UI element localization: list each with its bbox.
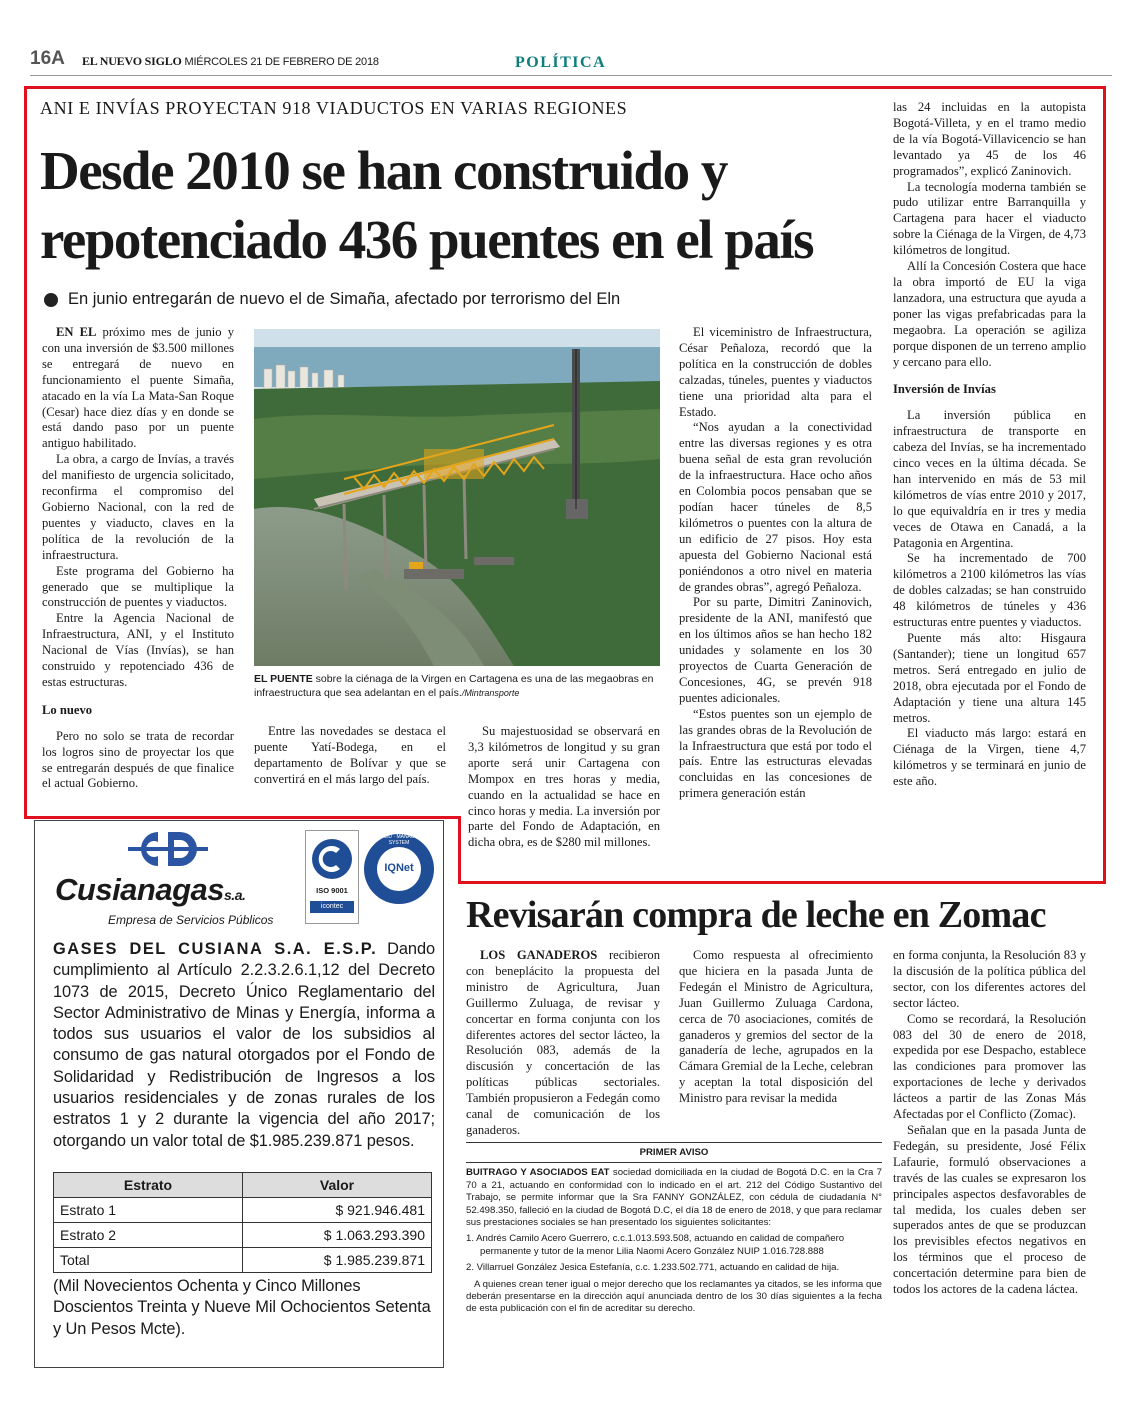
table-header: Estrato [54, 1173, 243, 1198]
paragraph: “Estos puentes son un ejemplo de las grandes obras de la Revolución de la Infraestructura que está por todo el país. Entre las estructuras elevadas concluidas en las concesiones de primera generación están [679, 706, 872, 801]
ad-company: GASES DEL CUSIANA S.A. E.S.P. [53, 940, 378, 958]
photo-caption [254, 672, 664, 700]
cert-ring-text: CERTIFIED · MANAGEMENT SYSTEM [365, 834, 433, 846]
table-cell: $ 1.985.239.871 [243, 1248, 432, 1273]
ad-footer: (Mil Novecientos Ochenta y Cinco Millones Doscientos Treinta y Nueve Mil Ochocientos Setenta y Un Pesos Mcte). [53, 1277, 431, 1338]
headline-line-2: repotenciado 436 puentes en el país [40, 209, 814, 270]
paragraph: recibieron con beneplácito la propuesta del ministro de Agricultura, Juan Guillermo Zuluaga, de revisar y concertar en forma conjunta con los diferentes actores del sector lácteo, la Resolución 083, además de la discusión y concertación de las políticas públicas sectoriales. También propusieron a Fedegán como canal de comunicación de los ganaderos. [466, 948, 660, 1137]
notice-body: sociedad domiciliada en la ciudad de Bogotá D.C. en la Cra 7 70 a 21, actuando en conformidad con lo indicado en el art. 212 del Código Sustantivo del Trabajo, se permite informar que la Sra FANNY GONZÁLEZ, con cédula de ciudadanía N° 52.498.350, falleció en la ciudad de Bogotá D.C, el día 18 de enero de 2018, y que para reclamar sus prestaciones sociales se han presentado los siguientes solicitantes: [466, 1167, 882, 1229]
table-cell: $ 921.946.481 [243, 1198, 432, 1223]
lead-in: LOS GANADEROS [480, 948, 598, 962]
subhead-lo-nuevo: Lo nuevo [42, 702, 93, 717]
subtitle [44, 290, 620, 309]
cusianagas-logo-icon [128, 828, 208, 875]
paragraph: Como se recordará, la Resolución 083 del 30 de enero de 2018, expedida por ese Despacho, establece las condiciones para promover las exportaciones de leche y derivados lácteos a partir de las Zonas Más Afectadas por el Conflicto (Zomac). [893, 1011, 1086, 1122]
ad-tagline: Empresa de Servicios Públicos [108, 913, 274, 927]
notice-lead: BUITRAGO Y ASOCIADOS EAT [466, 1167, 610, 1179]
paragraph: Señalan que en la pasada Junta de Fedegán, su presidente, José Félix Lafaurie, formuló observaciones a través de las cuales se expresaron los principales aspectos desfavorables de tal medida, los cuales deben ser superados antes de que se produzcan los previsibles efectos negativos en los términos que el proceso de concertación determine para bien de todos los actores de la cadena láctea. [893, 1122, 1086, 1297]
paragraph: las 24 incluidas en la autopista Bogotá-Villeta, y en el tramo medio de la vía Bogotá-Villavicencio se han levantado ya 45 de los 46 programados”, explicó Zaninovich. [893, 100, 1086, 178]
article2-column-1 [466, 948, 660, 1139]
article-kicker: ANI E INVÍAS PROYECTAN 918 VIADUCTOS EN VARIAS REGIONES [40, 98, 628, 118]
table-cell: Estrato 1 [54, 1198, 243, 1223]
paragraph: El viceministro de Infraestructura, César Peñaloza, recordó que la política en la construcción de dobles calzadas, túneles, puentes y viaductos tiene una prioridad alta para el Estado. [679, 325, 872, 419]
icontec-cert-icon [305, 830, 359, 924]
ad-body [53, 939, 435, 1152]
table-header-row [54, 1173, 432, 1198]
article2-column-3 [893, 948, 1086, 1298]
photo-credit: /Mintransporte [461, 688, 520, 698]
caption-text: sobre la ciénaga de la Virgen en Cartagena es una de las megaobras en infraestructura que sea adelantan en el país. [254, 673, 654, 699]
subhead-inversion: Inversión de Invías [893, 382, 996, 397]
article2-headline: Revisarán compra de leche en Zomac [466, 894, 1046, 936]
paragraph: Se ha incrementado de 700 kilómetros a 2100 kilómetros las vías de dobles calzadas; se han construido 48 kilómetros de túneles y 436 estructuras entre puentes y viaductos. [893, 551, 1086, 630]
article1-column-5 [893, 100, 1086, 790]
paragraph: próximo mes de junio y con una inversión de $3.500 millones se entregará de nuevo en funcionamiento el puente Simaña, atacado en la vía La Mata-San Roque (Cesar) hace diez días y en donde se está dando paso por un puente antiguo habilitado. [42, 325, 234, 451]
paragraph: Entre las novedades se destaca el puente Yatí-Bodega, en el departamento de Bolívar y que se convertirá en el más largo del país. [254, 724, 446, 786]
paragraph: Como respuesta al ofrecimiento que hiciera en la pasada Junta de Fedegán el Ministro de Agricultura, Juan Guillermo Zuluaga Cardona, cerca de 70 asociaciones, comités de ganaderos y gremios del sector de la ganadería de leche, agrupados en la Cámara Gremial de la Leche, celebran y aceptan la total disposición del Ministro para revisar la medida [679, 948, 873, 1106]
paragraph: Puente más alto: Hisgaura (Santander); tiene un longitud 657 metros. Será entregado en julio de 2018, obra ejecutada por el Fondo de Adaptación y tiene una altura 145 metros. [893, 631, 1086, 725]
page-number: 16A [30, 48, 65, 69]
icontec-label: icontec [310, 901, 354, 913]
caption-lead: EL PUENTE [254, 673, 313, 685]
paragraph: La tecnología moderna también se pudo utilizar entre Barranquilla y Cartagena para hacer el viaducto sobre la Ciénaga de la Virgen, de 4,73 kilómetros de longitud. [893, 179, 1086, 258]
paragraph: Por su parte, Dimitri Zaninovich, presidente de la ANI, manifestó que en los últimos años se han hecho 182 unidades y solamente en los 30 proyectos de Cuarta Generación de Concesiones, 4G, se prevén 918 puentes adicionales. [679, 595, 872, 705]
article1-column-1 [42, 325, 234, 792]
header-rule [30, 75, 1112, 76]
table-row [54, 1198, 432, 1223]
headline-line-1: Desde 2010 se han construido y [40, 140, 727, 201]
paragraph: Pero no solo se trata de recordar los logros sino de proyectar los que se entregarán después de que finalice el actual Gobierno. [42, 728, 234, 791]
article1-column-4 [679, 325, 872, 802]
paragraph: La obra, a cargo de Invías, a través del manifiesto de urgencia solicitado, reconfirma el compromiso del Gobierno Nacional, con la red de puentes y viaducto, claves en la política de la revolución de la infraestructura. [42, 452, 234, 562]
iso-label: ISO 9001 [316, 886, 348, 895]
ad-body-text: Dando cumplimiento al Artículo 2.2.3.2.6.1,12 del Decreto 1073 de 2015, Decreto Único Reglamentario del Sector Administrativo de Minas y Energía, informa a todos sus usuarios el valor de los subsidios al consumo de gas natural otorgados por el Fondo de Solidaridad y Redistribución de Ingresos a los usuarios residenciales y de zonas rurales de los estratos 1 y 2 durante la vigencia del año 2017; otorgando un valor total de $1.985.239.871 pesos. [53, 940, 435, 1150]
notice-item-1: 1. Andrés Camilo Acero Guerrero, c.c.1.013.593.508, actuando en calidad de compañero permanente y tutor de la menor Lilia Naomi Acero González NUIP 1.016.728.888 [466, 1233, 845, 1257]
lead-in: EN EL [56, 325, 97, 339]
newspaper-name: EL NUEVO SIGLO [82, 54, 182, 68]
article2-column-2 [679, 948, 873, 1107]
table-cell: Estrato 2 [54, 1223, 243, 1248]
paragraph: “Nos ayudan a la conectividad entre las diversas regiones y es otra buena señal de esta gran revolución de la infraestructura. Hace ocho años en Colombia pocos pensaban que se podían hacer túneles de 8,5 kilómetros o puentes con la altura de un edificio de 27 pisos. Hoy esta apuesta del Gobierno Nacional está poniéndonos a otro nivel en materia de grandes obras”, agregó Peñaloza. [679, 420, 872, 594]
bullet-icon [44, 293, 58, 307]
iqnet-cert-icon [362, 832, 436, 906]
notice-title: PRIMER AVISO [466, 1147, 882, 1163]
newspaper-masthead [82, 54, 379, 69]
notice-item-2: 2. Villarruel González Jesica Estefanía, c.c. 1.233.502.771, actuando en calidad de hija. [466, 1262, 840, 1274]
paragraph: Su majestuosidad se observará en 3,3 kilómetros de longitud y su gran aporte será unir Cartagena con Mompox en tres horas y media, cuando en la actualidad se hace en cinco horas y media. La inversión por parte del Fondo de Adaptación, en dicha obra, es de $280 mil millones. [468, 724, 660, 850]
paragraph: Este programa del Gobierno ha generado que se multiplique la construcción de puentes y viaductos. [42, 563, 234, 610]
subsidy-table [53, 1172, 432, 1273]
logo-suffix: s.a. [224, 887, 246, 903]
bridge-photo [254, 329, 660, 666]
table-row [54, 1223, 432, 1248]
paragraph: Entre la Agencia Nacional de Infraestructura, ANI, y el Instituto Nacional de Vías (Invías), se han construido y repotenciado 436 de estas estructuras. [42, 611, 234, 689]
table-cell: $ 1.063.293.390 [243, 1223, 432, 1248]
table-cell: Total [54, 1248, 243, 1273]
article1-column-3 [468, 724, 660, 851]
table-row [54, 1248, 432, 1273]
issue-date: MIÉRCOLES 21 DE FEBRERO DE 2018 [184, 56, 379, 68]
notice-closing: A quienes crean tener igual o mejor derecho que los reclamantes ya citados, se les informa que deberán presentarse en la dirección aquí anunciada dentro de los 30 días siguientes a la fecha de esta publicación con el fin de acreditar su derecho. [466, 1278, 882, 1315]
iqnet-label: IQNet [384, 862, 414, 874]
logo-text: Cusianagas [55, 872, 225, 907]
cusianagas-wordmark [55, 872, 245, 908]
table-header: Valor [243, 1173, 432, 1198]
section-label: POLÍTICA [515, 54, 607, 71]
legal-notice [466, 1142, 882, 1365]
paragraph: en forma conjunta, la Resolución 83 y la discusión de la política pública del sector, con los diferentes actores del sector lácteo. [893, 948, 1086, 1010]
article1-column-2 [254, 724, 446, 788]
paragraph: El viaducto más largo: estará en Ciénaga de la Virgen, tiene 4,7 kilómetros y se terminará en junio de este año. [893, 726, 1086, 789]
subtitle-text: En junio entregarán de nuevo el de Simaña, afectado por terrorismo del Eln [68, 290, 621, 308]
paragraph: Allí la Concesión Costera que hace la obra importó de EU la viga lanzadora, una estructura que ayuda a poner las vigas prefabricadas para la megaobra. La operación se agiliza porque disponen de un terreno amplio y cercano para ello. [893, 259, 1086, 369]
paragraph: La inversión pública en infraestructura de transporte en cabeza del Invías, se ha incrementado cinco veces en la última década. Se han intervenido en más de 53 mil kilómetros de vías entre 2010 y 2017, lo que equivaldría en ir tres y media veces de Otawa en Canadá, a la Patagonia en Argentina. [893, 408, 1086, 550]
